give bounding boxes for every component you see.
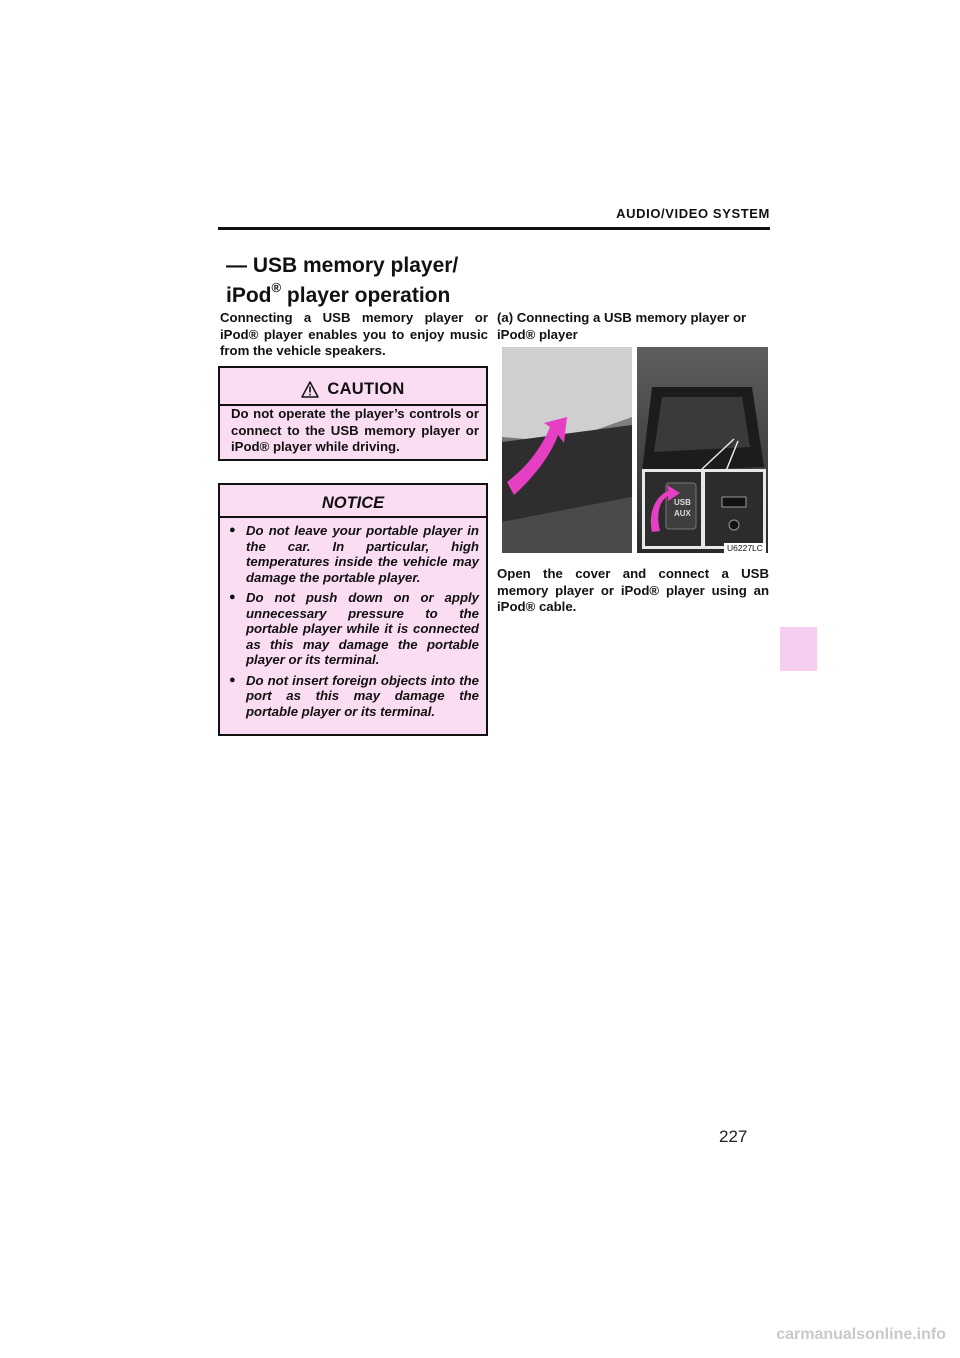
- illustration-svg: [502, 347, 768, 553]
- notice-divider: [220, 516, 486, 518]
- caution-box: [218, 366, 488, 461]
- caution-header: [220, 380, 486, 399]
- port-label-usb: USB: [674, 498, 691, 507]
- compartment-inner: [654, 397, 750, 452]
- bullet-icon: ●: [229, 591, 236, 603]
- section-title: [226, 254, 486, 308]
- notice-item-text: Do not push down on or apply unnecessary pressure to the portable player while it is connected as this may damage the portable player or its terminal.: [246, 590, 479, 667]
- notice-item-text: Do not leave your portable player in the car. In particular, high temperatures inside the vehicle may damage the portable player.: [246, 523, 479, 585]
- notice-heading: NOTICE: [321, 494, 385, 512]
- inset-open-port: [705, 472, 763, 546]
- subsection-heading: (a) Connecting a USB memory player or iPod® player: [497, 310, 747, 342]
- chapter-side-tab: [780, 627, 817, 671]
- caution-heading: CAUTION: [327, 380, 405, 398]
- notice-list: [229, 523, 479, 724]
- bullet-icon: ●: [229, 673, 236, 686]
- caution-text: Do not operate the player’s controls or connect to the USB memory player or iPod® player while driving.: [231, 406, 479, 454]
- header-rule: [218, 227, 770, 230]
- notice-item: [229, 590, 479, 668]
- usb-socket: [722, 497, 746, 507]
- notice-item: [229, 673, 479, 720]
- watermark: carmanualsonline.info: [776, 1326, 946, 1343]
- notice-box: [218, 483, 488, 736]
- figure-code: U6227LC: [727, 543, 763, 553]
- usb-port-illustration: [502, 347, 768, 553]
- photo-divider: [632, 347, 637, 553]
- title-ipod: iPod: [226, 284, 272, 307]
- warning-triangle-icon: [301, 381, 319, 398]
- title-player-operation: player operation: [281, 284, 451, 307]
- port-label-aux: AUX: [674, 509, 691, 518]
- aux-jack: [729, 520, 739, 530]
- figure-caption: Open the cover and connect a USB memory player or iPod® player using an iPod® cable.: [497, 566, 769, 614]
- section-title-line-1: — USB memory player/: [226, 254, 459, 277]
- registered-mark: ®: [271, 280, 282, 295]
- notice-item: [229, 523, 479, 585]
- section-title-line-2: [226, 278, 486, 308]
- notice-item-text: Do not insert foreign objects into the port as this may damage the portable player or its terminal.: [246, 672, 479, 719]
- running-header-title: AUDIO/VIDEO SYSTEM: [616, 206, 770, 221]
- bullet-icon: ●: [229, 524, 236, 536]
- page-number: 227: [719, 1127, 748, 1146]
- intro-paragraph: Connecting a USB memory player or iPod® player enables you to enjoy music from the vehicle speakers.: [220, 310, 488, 358]
